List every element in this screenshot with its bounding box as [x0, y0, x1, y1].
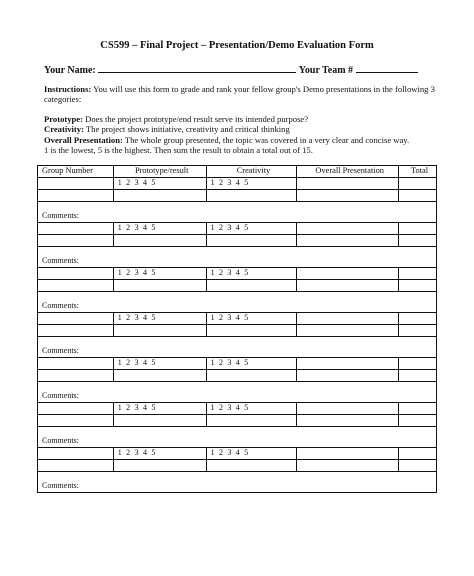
- total-cell[interactable]: [399, 448, 437, 460]
- comments-label: Comments:: [42, 481, 79, 490]
- form-title: CS599 – Final Project – Presentation/Demo Evaluation Form: [100, 40, 374, 51]
- category-definitions: [44, 114, 439, 156]
- group-number-cell[interactable]: [38, 313, 114, 325]
- prototype-score[interactable]: 1 2 3 4 5: [113, 268, 206, 280]
- prototype-score[interactable]: 1 2 3 4 5: [113, 403, 206, 415]
- comments-label: Comments:: [42, 436, 79, 445]
- blank-cell[interactable]: [113, 190, 206, 202]
- blank-cell[interactable]: [399, 325, 437, 337]
- your-name-field[interactable]: [98, 63, 296, 73]
- blank-cell[interactable]: [38, 235, 114, 247]
- prototype-text: Does the project prototype/end result serve its intended purpose?: [85, 114, 309, 124]
- blank-row: [38, 415, 437, 427]
- header-group-number: Group Number: [38, 166, 114, 178]
- creativity-score[interactable]: 1 2 3 4 5: [206, 178, 297, 190]
- overall-score[interactable]: [297, 268, 399, 280]
- your-name-label: Your Name:: [44, 65, 96, 76]
- name-team-line: [44, 63, 444, 76]
- blank-row: [38, 280, 437, 292]
- blank-cell[interactable]: [113, 370, 206, 382]
- comments-cell[interactable]: [38, 427, 437, 448]
- prototype-score[interactable]: 1 2 3 4 5: [113, 313, 206, 325]
- blank-cell[interactable]: [38, 370, 114, 382]
- comments-cell[interactable]: [38, 472, 437, 493]
- overall-definition: [44, 135, 439, 145]
- score-row: [38, 268, 437, 280]
- blank-cell[interactable]: [206, 370, 297, 382]
- comment-row: [38, 472, 437, 493]
- group-number-cell[interactable]: [38, 223, 114, 235]
- blank-cell[interactable]: [399, 190, 437, 202]
- header-total: Total: [399, 166, 437, 178]
- header-creativity: Creativity: [206, 166, 297, 178]
- blank-cell[interactable]: [399, 370, 437, 382]
- group-number-cell[interactable]: [38, 448, 114, 460]
- overall-text: The whole group presented, the topic was covered in a very clear and concise way.: [124, 134, 410, 145]
- scale-note: 1 is the lowest, 5 is the highest. Then sum the result to obtain a total out of 15.: [44, 145, 313, 156]
- score-row: [38, 178, 437, 190]
- creativity-definition: [44, 124, 439, 134]
- blank-cell[interactable]: [113, 235, 206, 247]
- blank-cell[interactable]: [38, 325, 114, 337]
- blank-cell[interactable]: [399, 235, 437, 247]
- blank-cell[interactable]: [399, 460, 437, 472]
- comment-row: [38, 202, 437, 223]
- blank-cell[interactable]: [206, 460, 297, 472]
- evaluation-table: [37, 165, 437, 493]
- bottom-fade: [0, 558, 474, 576]
- blank-row: [38, 190, 437, 202]
- your-team-field[interactable]: [356, 63, 418, 73]
- comment-row: [38, 337, 437, 358]
- blank-cell[interactable]: [297, 460, 399, 472]
- blank-cell[interactable]: [38, 415, 114, 427]
- comment-row: [38, 292, 437, 313]
- blank-cell[interactable]: [297, 415, 399, 427]
- comments-cell[interactable]: [38, 337, 437, 358]
- comments-cell[interactable]: [38, 247, 437, 268]
- blank-cell[interactable]: [113, 415, 206, 427]
- overall-score[interactable]: [297, 178, 399, 190]
- prototype-score[interactable]: 1 2 3 4 5: [113, 358, 206, 370]
- total-cell[interactable]: [399, 268, 437, 280]
- comment-row: [38, 382, 437, 403]
- blank-cell[interactable]: [206, 190, 297, 202]
- blank-row: [38, 235, 437, 247]
- comments-label: Comments:: [42, 256, 79, 265]
- blank-cell[interactable]: [113, 460, 206, 472]
- instructions: [44, 84, 439, 105]
- blank-row: [38, 325, 437, 337]
- blank-cell[interactable]: [38, 460, 114, 472]
- instructions-text: You will use this form to grade and rank your fellow group's Demo presentations in the following 3 categories:: [44, 84, 435, 105]
- blank-cell[interactable]: [297, 280, 399, 292]
- blank-row: [38, 460, 437, 472]
- your-team-label: Your Team #: [298, 65, 354, 76]
- score-row: [38, 358, 437, 370]
- score-row: [38, 313, 437, 325]
- comment-row: [38, 427, 437, 448]
- blank-cell[interactable]: [113, 280, 206, 292]
- prototype-score[interactable]: 1 2 3 4 5: [113, 448, 206, 460]
- comments-cell[interactable]: [38, 382, 437, 403]
- comments-cell[interactable]: [38, 292, 437, 313]
- prototype-label: Prototype:: [44, 114, 83, 124]
- overall-score[interactable]: [297, 448, 399, 460]
- comment-row: [38, 247, 437, 268]
- group-number-cell[interactable]: [38, 358, 114, 370]
- prototype-score[interactable]: 1 2 3 4 5: [113, 223, 206, 235]
- blank-cell[interactable]: [206, 325, 297, 337]
- creativity-score[interactable]: 1 2 3 4 5: [206, 403, 297, 415]
- total-cell[interactable]: [399, 313, 437, 325]
- overall-score[interactable]: [297, 358, 399, 370]
- group-number-cell[interactable]: [38, 178, 114, 190]
- creativity-text: The project shows initiative, creativity and critical thinking: [85, 124, 290, 135]
- blank-cell[interactable]: [38, 190, 114, 202]
- group-number-cell[interactable]: [38, 268, 114, 280]
- blank-cell[interactable]: [38, 280, 114, 292]
- score-row: [38, 223, 437, 235]
- header-overall: Overall Presentation: [297, 166, 399, 178]
- total-cell[interactable]: [399, 358, 437, 370]
- blank-cell[interactable]: [206, 415, 297, 427]
- creativity-score[interactable]: 1 2 3 4 5: [206, 313, 297, 325]
- score-row: [38, 403, 437, 415]
- blank-cell[interactable]: [206, 235, 297, 247]
- overall-score[interactable]: [297, 313, 399, 325]
- header-prototype: Prototype/result: [113, 166, 206, 178]
- blank-cell[interactable]: [297, 235, 399, 247]
- creativity-label: Creativity:: [44, 124, 84, 135]
- comments-label: Comments:: [42, 391, 79, 400]
- prototype-definition: [44, 114, 439, 124]
- total-cell[interactable]: [399, 403, 437, 415]
- blank-cell[interactable]: [297, 325, 399, 337]
- score-row: [38, 448, 437, 460]
- creativity-score[interactable]: 1 2 3 4 5: [206, 268, 297, 280]
- overall-label: Overall Presentation:: [44, 134, 123, 145]
- prototype-score[interactable]: 1 2 3 4 5: [113, 178, 206, 190]
- blank-row: [38, 370, 437, 382]
- blank-cell[interactable]: [206, 280, 297, 292]
- blank-cell[interactable]: [113, 325, 206, 337]
- overall-score[interactable]: [297, 223, 399, 235]
- creativity-score[interactable]: 1 2 3 4 5: [206, 358, 297, 370]
- comments-label: Comments:: [42, 346, 79, 355]
- blank-cell[interactable]: [297, 370, 399, 382]
- total-cell[interactable]: [399, 178, 437, 190]
- comments-cell[interactable]: [38, 202, 437, 223]
- comments-label: Comments:: [42, 211, 79, 220]
- blank-cell[interactable]: [297, 190, 399, 202]
- blank-cell[interactable]: [399, 415, 437, 427]
- group-number-cell[interactable]: [38, 403, 114, 415]
- creativity-score[interactable]: 1 2 3 4 5: [206, 448, 297, 460]
- comments-label: Comments:: [42, 301, 79, 310]
- total-cell[interactable]: [399, 223, 437, 235]
- creativity-score[interactable]: 1 2 3 4 5: [206, 223, 297, 235]
- instructions-label: Instructions:: [44, 84, 92, 94]
- table-header-row: [38, 166, 437, 178]
- blank-cell[interactable]: [399, 280, 437, 292]
- overall-score[interactable]: [297, 403, 399, 415]
